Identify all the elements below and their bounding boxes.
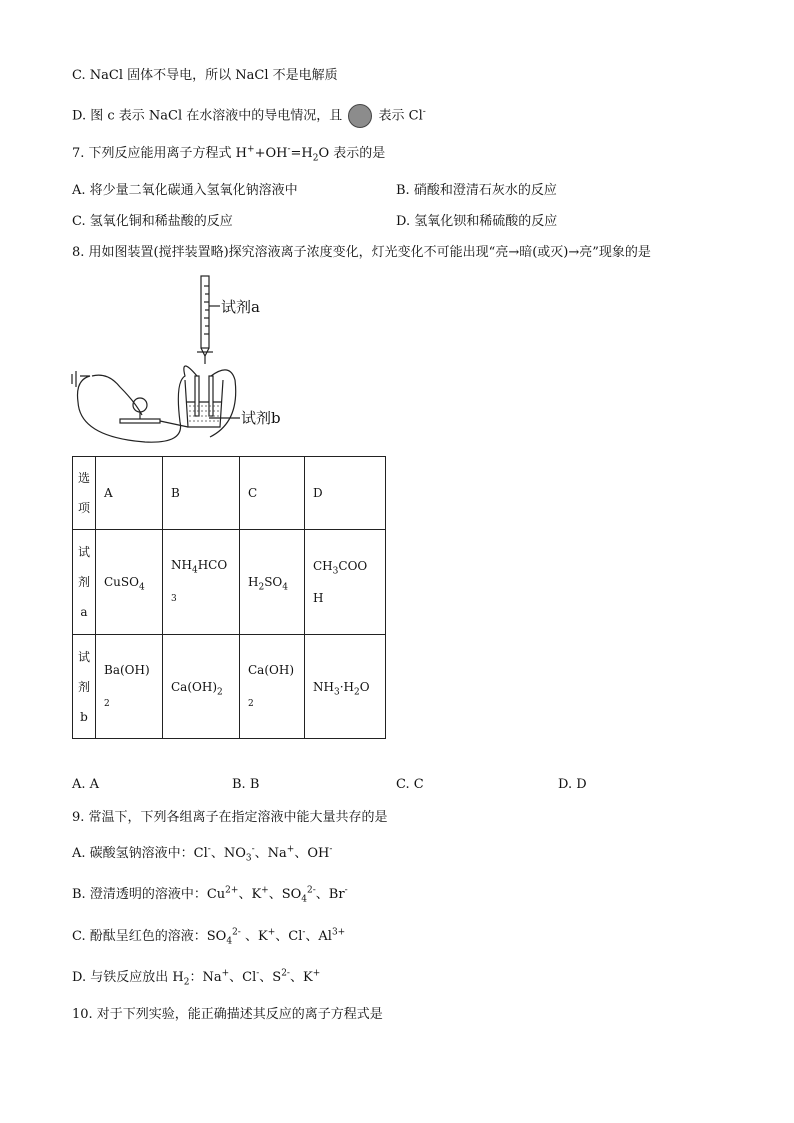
cell-b-reagent-a: $NH_4HCO$ 3	[163, 530, 240, 635]
q9-stem: 9. 常温下，下列各组离子在指定溶液中能大量共存的是	[72, 810, 388, 825]
cell-b-reagent-b: $Ca(OH)_2$	[163, 635, 240, 739]
beaker	[185, 380, 223, 427]
cell-a-reagent-b: Ba(OH) 2	[96, 635, 163, 739]
q7-option-c: C. 氢氧化铜和稀盐酸的反应	[72, 214, 233, 229]
q9-option-b: B. 澄清透明的溶液中：$Cu^{2+}$、K+、$SO_4^{2-}$、Br-	[72, 885, 348, 905]
col-b: B	[163, 457, 240, 530]
q8-answer-d: D. D	[558, 777, 587, 792]
cell-c-reagent-b: Ca(OH) 2	[240, 635, 305, 739]
q9-option-a: A. 碳酸氢钠溶液中：Cl-、$NO_3^-$、Na+、OH-	[72, 844, 333, 864]
q8-answer-a: A. A	[72, 777, 100, 792]
cell-c-reagent-a: $H_2SO_4$	[240, 530, 305, 635]
burette	[201, 276, 209, 348]
q8-answer-b: B. B	[232, 777, 260, 792]
q8-options-table	[72, 456, 386, 739]
q7-option-d: D. 氢氧化钡和稀硫酸的反应	[396, 214, 558, 229]
row-label: 试 剂 b	[73, 635, 96, 739]
q8-answer-c: C. C	[396, 777, 424, 792]
row-label: 选 项	[73, 457, 96, 530]
q6-option-c: C. NaCl 固体不导电，所以 NaCl 不是电解质	[72, 68, 338, 83]
q10-stem: 10. 对于下列实验，能正确描述其反应的离子方程式是	[72, 1007, 383, 1022]
q9-option-c: C. 酚酞呈红色的溶液：$SO_4^{2-}$ 、K+、Cl-、$Al^{3+}$	[72, 927, 346, 947]
table-row-reagent-b	[73, 635, 386, 739]
col-a: A	[96, 457, 163, 530]
q7-option-b: B. 硝酸和澄清石灰水的反应	[396, 183, 557, 198]
col-c: C	[240, 457, 305, 530]
col-d: D	[305, 457, 386, 530]
reagent-b-label: 试剂b	[241, 409, 281, 427]
q9-option-d: D. 与铁反应放出 $H_2$：Na+、Cl-、$S^{2-}$、K+	[72, 968, 321, 988]
reagent-a-label: 试剂a	[221, 298, 260, 316]
cell-a-reagent-a: CuSO$_4$	[96, 530, 163, 635]
row-label: 试 剂 a	[73, 530, 96, 635]
q6-option-d: D. 图 c 表示 NaCl 在水溶液中的导电情况，且 表示 Cl-	[72, 104, 426, 128]
table-header-row	[73, 457, 386, 530]
q7-option-a: A. 将少量二氧化碳通入氢氧化钠溶液中	[72, 183, 298, 198]
table-row-reagent-a	[73, 530, 386, 635]
cell-d-reagent-b: $NH_3\cdot H_2O$	[305, 635, 386, 739]
q7-stem: 7. 下列反应能用离子方程式 $H^++OH^-=H_2O$ 表示的是	[72, 144, 386, 164]
cell-d-reagent-a: $CH_3COO$ H	[305, 530, 386, 635]
conductivity-apparatus-figure	[70, 272, 330, 447]
chloride-ion-circle-icon	[348, 104, 372, 128]
q8-stem: 8. 用如图装置(搅拌装置略)探究溶液离子浓度变化，灯光变化不可能出现“亮→暗(或灭)→亮”现象的是	[72, 245, 651, 260]
